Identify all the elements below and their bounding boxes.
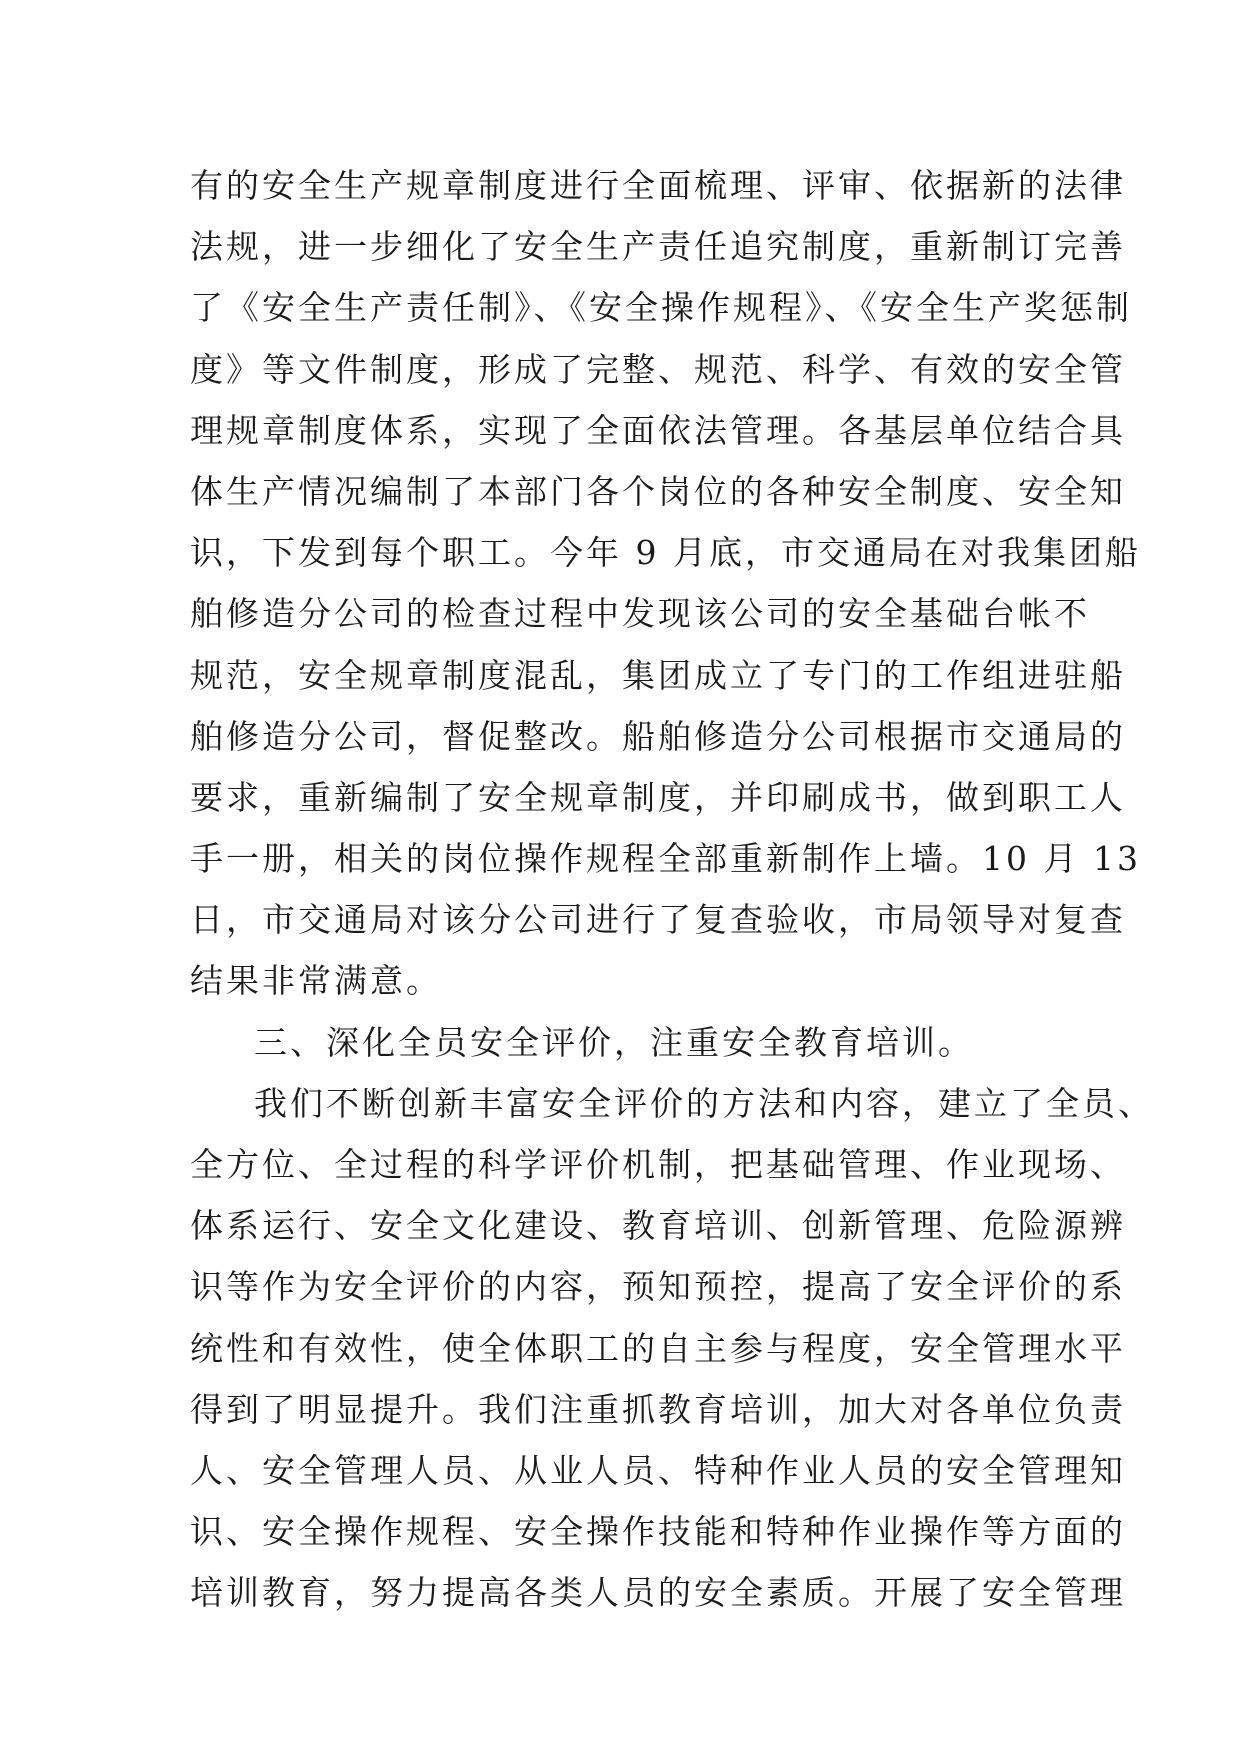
text-line: 要求，重新编制了安全规章制度，并印刷成书，做到职工人 (190, 777, 1126, 817)
paragraph-evaluation-training (190, 1073, 1154, 1624)
text-line: 度》等文件制度，形成了完整、规范、科学、有效的安全管 (190, 349, 1126, 389)
text-line: 识、安全操作规程、安全操作技能和特种作业操作等方面的 (190, 1512, 1126, 1552)
text-line: 日，市交通局对该分公司进行了复查验收，市局领导对复查 (190, 900, 1126, 940)
text-line: 人、安全管理人员、从业人员、特种作业人员的安全管理知 (190, 1450, 1126, 1490)
text-line: 得到了明显提升。我们注重抓教育培训，加大对各单位负责 (190, 1389, 1126, 1429)
text-line: 我们不断创新丰富安全评价的方法和内容，建立了全员、 (254, 1083, 1154, 1123)
text-line: 有的安全生产规章制度进行全面梳理、评审、依据新的法律 (190, 166, 1126, 205)
text-line: 手一册，相关的岗位操作规程全部重新制作上墙。10 月 13 (190, 839, 1141, 879)
text-line: 培训教育，努力提高各类人员的安全素质。开展了安全管理 (190, 1573, 1126, 1613)
paragraph-regulations (190, 155, 1141, 1012)
text-line: 全方位、全过程的科学评价机制，把基础管理、作业现场、 (190, 1145, 1126, 1184)
text-line: 舶修造分公司的检查过程中发现该公司的安全基础台帐不 (190, 594, 1090, 634)
text-line: 结果非常满意。 (190, 961, 442, 1001)
text-line: 舶修造分公司，督促整改。船舶修造分公司根据市交通局的 (190, 716, 1126, 756)
text-line: 理规章制度体系，实现了全面依法管理。各基层单位结合具 (190, 410, 1126, 450)
text-line: 体系运行、安全文化建设、教育培训、创新管理、危险源辨 (190, 1206, 1126, 1246)
text-line: 统性和有效性，使全体职工的自主参与程度，安全管理水平 (190, 1328, 1126, 1368)
text-line: 规范，安全规章制度混乱，集团成立了专门的工作组进驻船 (190, 655, 1126, 695)
document-body (190, 155, 1154, 1624)
text-line: 识等作为安全评价的内容，预知预控，提高了安全评价的系 (190, 1267, 1126, 1307)
text-line: 识，下发到每个职工。今年 9 月底，市交通局在对我集团船 (190, 533, 1141, 573)
text-line: 法规，进一步细化了安全生产责任追究制度，重新制订完善 (190, 227, 1126, 267)
text-line: 了《安全生产责任制》、《安全操作规程》、《安全生产奖惩制 (190, 288, 1132, 328)
section-heading: 三、深化全员安全评价，注重安全教育培训。 (254, 1022, 974, 1062)
text-line: 体生产情况编制了本部门各个岗位的各种安全制度、安全知 (190, 471, 1126, 511)
